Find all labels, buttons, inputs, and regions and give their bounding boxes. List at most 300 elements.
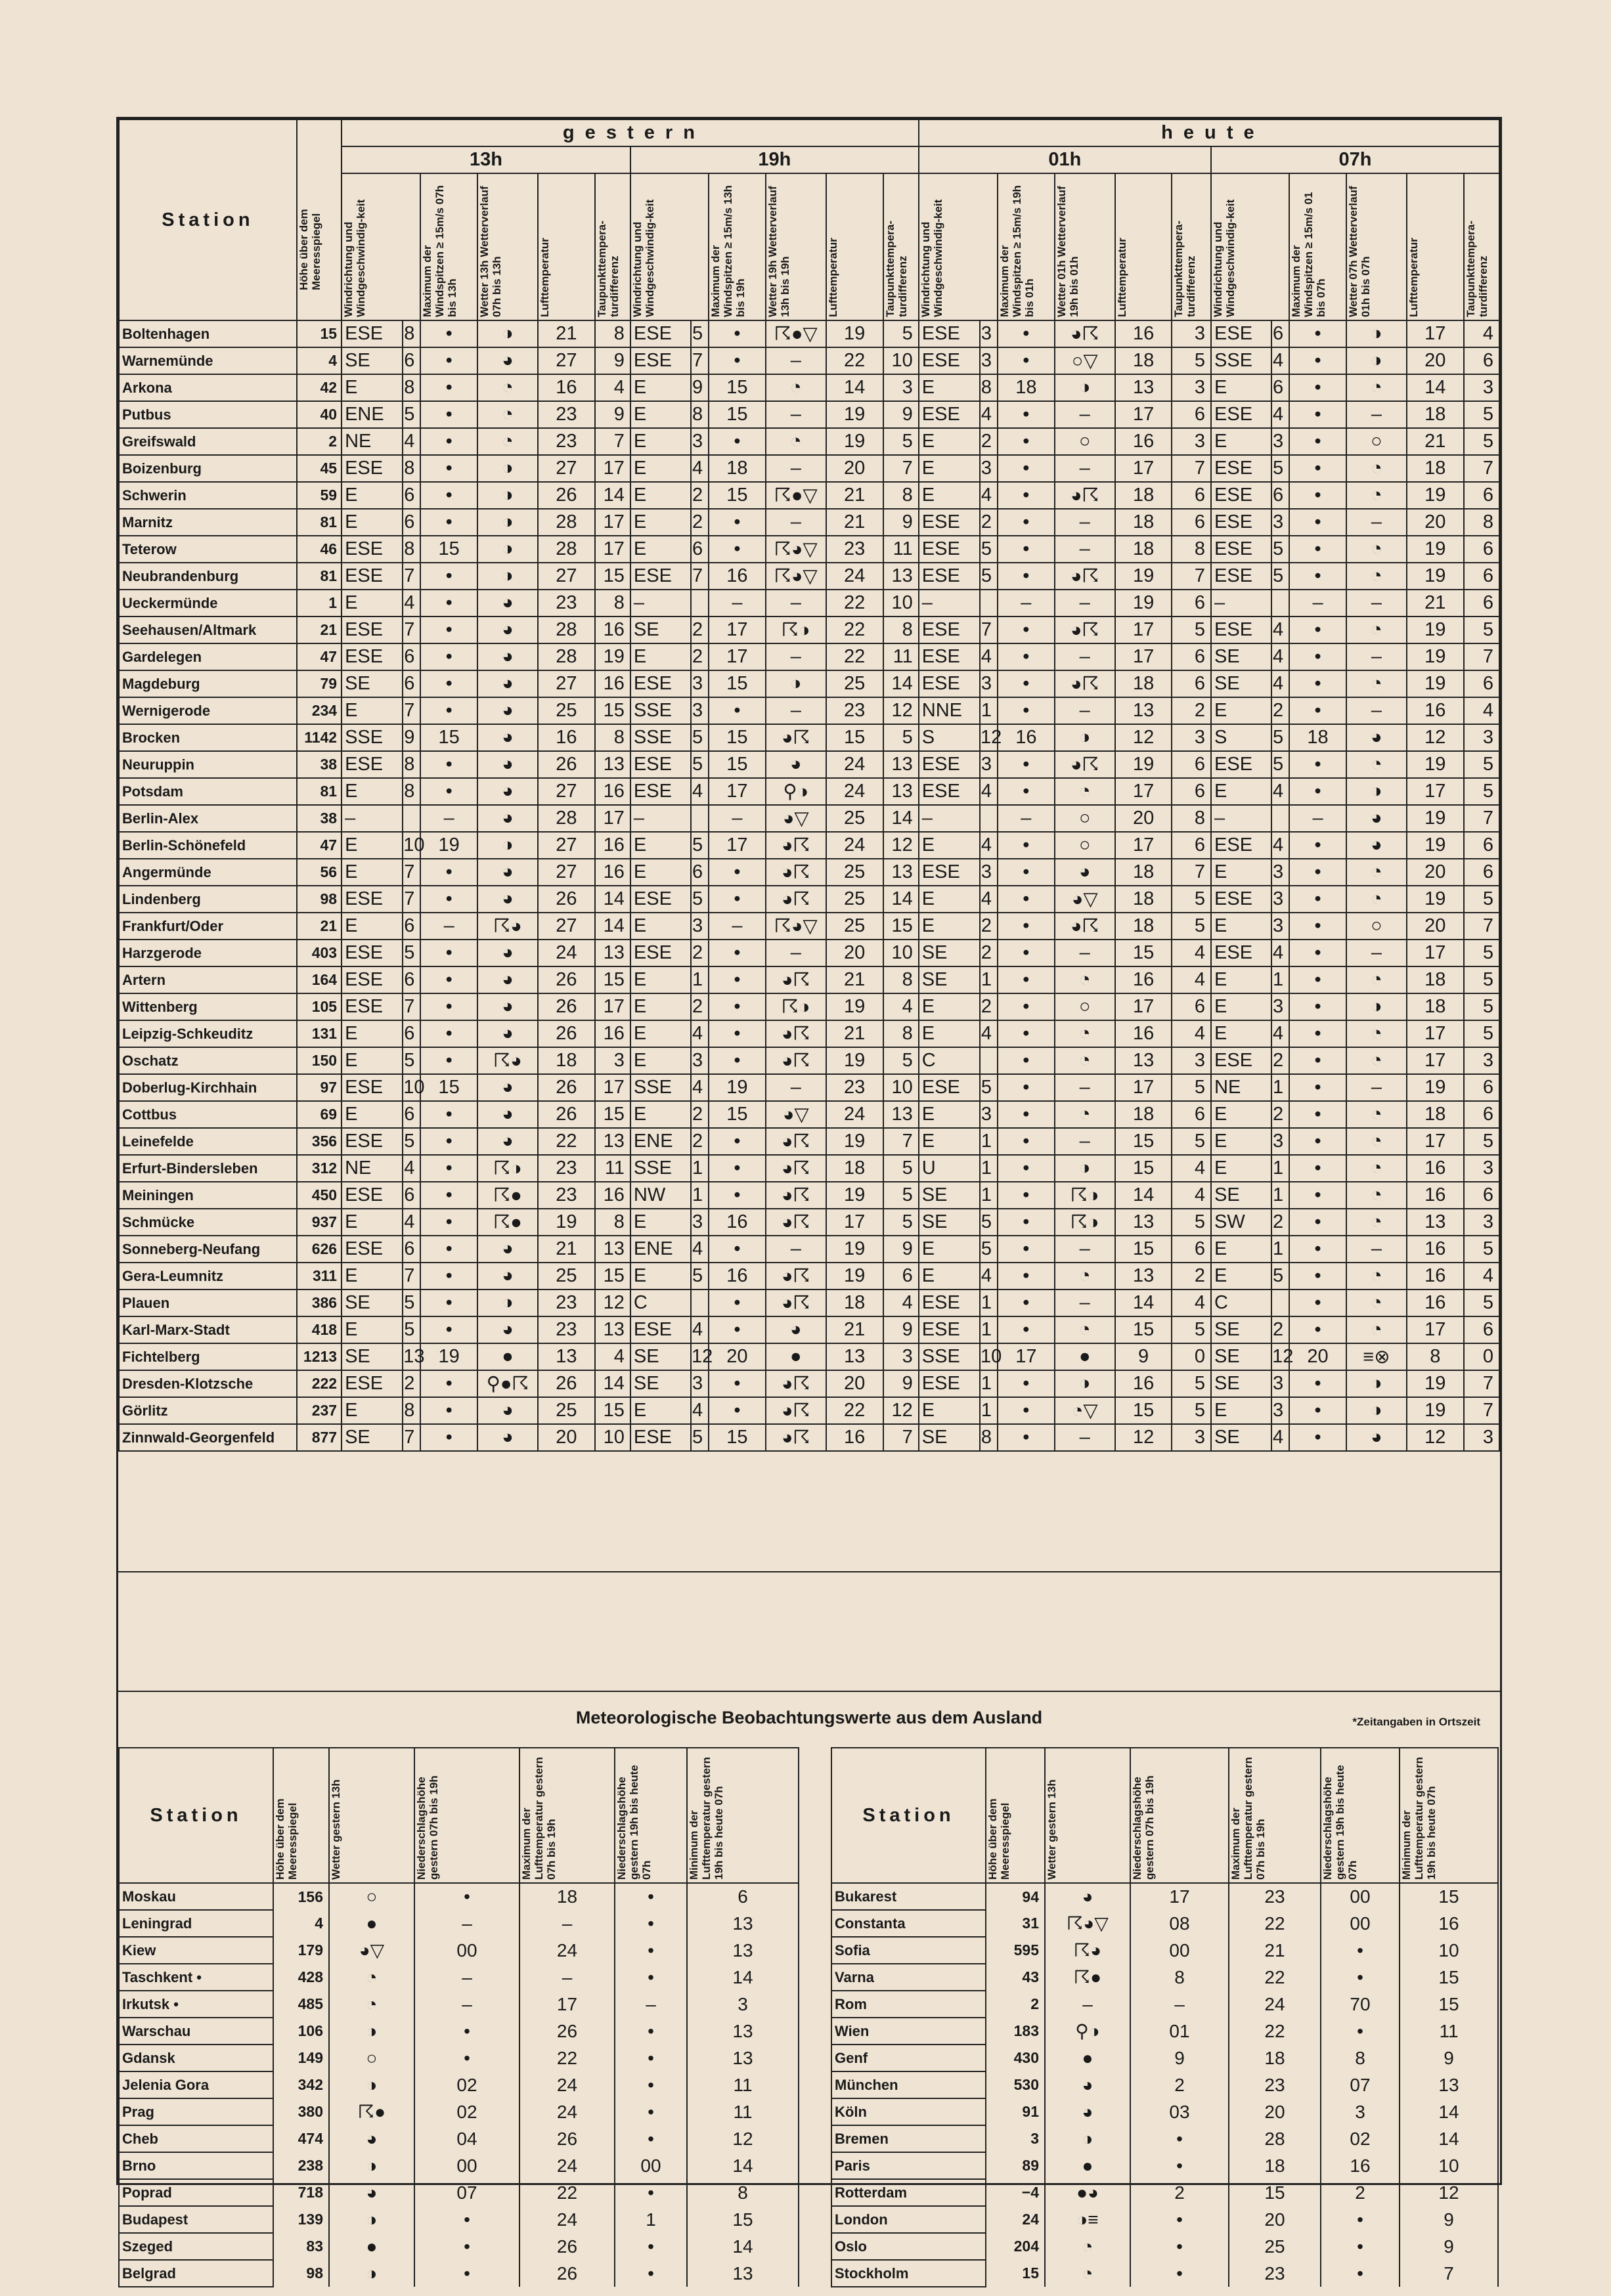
cell: 18 bbox=[1115, 886, 1172, 913]
cell: 28 bbox=[538, 617, 595, 643]
ausland-cell: 3 bbox=[986, 2125, 1045, 2152]
cell: 6 bbox=[1464, 1074, 1499, 1101]
cell: 6 bbox=[1464, 670, 1499, 697]
cell: ◕ bbox=[477, 724, 538, 751]
ausland-row bbox=[831, 2098, 1498, 2125]
cell: 4 bbox=[1172, 1020, 1211, 1047]
cell: 6 bbox=[1271, 374, 1289, 401]
station-name: Berlin-Alex bbox=[119, 805, 297, 832]
cell: 21 bbox=[538, 1236, 595, 1263]
cell: • bbox=[998, 966, 1055, 993]
ausland-row bbox=[119, 2152, 799, 2179]
col-max-19: Maximum der Windspitzen ≥ 15m/s 13h bis 19h bbox=[709, 173, 766, 320]
cell: 3 bbox=[1172, 724, 1211, 751]
cell: • bbox=[709, 1155, 766, 1182]
ausland-cell: 18 bbox=[519, 1883, 615, 1910]
cell: ESE bbox=[919, 320, 980, 347]
cell: 21 bbox=[826, 1316, 883, 1343]
cell: 12 bbox=[1407, 1424, 1464, 1451]
cell: 12 bbox=[883, 697, 919, 724]
cell: 4 bbox=[691, 778, 709, 805]
cell: ◕☈ bbox=[766, 1263, 826, 1289]
cell: ○ bbox=[1346, 428, 1407, 455]
cell: • bbox=[1289, 1263, 1346, 1289]
cell: ◑ bbox=[1346, 320, 1407, 347]
cell: 8 bbox=[403, 455, 420, 482]
cell: – bbox=[709, 913, 766, 940]
cell: ◔ bbox=[1346, 1047, 1407, 1074]
cell: 2 bbox=[980, 993, 998, 1020]
cell: 16 bbox=[538, 374, 595, 401]
cell: 21 bbox=[1407, 590, 1464, 617]
cell: 15 bbox=[1115, 1128, 1172, 1155]
cell: 16 bbox=[826, 1424, 883, 1451]
cell: ◔ bbox=[1055, 1263, 1115, 1289]
station-row bbox=[119, 751, 1499, 778]
cell: • bbox=[420, 347, 477, 374]
cell: – bbox=[1055, 940, 1115, 966]
station-row bbox=[119, 1209, 1499, 1236]
cell: 23 bbox=[538, 1289, 595, 1316]
cell: • bbox=[420, 1128, 477, 1155]
cell: 1 bbox=[980, 1128, 998, 1155]
cell: ☈●▽ bbox=[766, 482, 826, 509]
cell: E bbox=[630, 428, 691, 455]
station-row bbox=[119, 1263, 1499, 1289]
cell: 19 bbox=[1407, 805, 1464, 832]
cell: 3 bbox=[691, 1209, 709, 1236]
ausland-cell: 22 bbox=[1229, 2018, 1321, 2045]
cell: 4 bbox=[1271, 1020, 1289, 1047]
cell: • bbox=[1289, 1236, 1346, 1263]
cell: 0 bbox=[1464, 1343, 1499, 1370]
ausland-cell: ● bbox=[329, 1910, 414, 1937]
cell: ◕ bbox=[477, 886, 538, 913]
ausland-cell: 01 bbox=[1130, 2018, 1229, 2045]
cell: • bbox=[420, 590, 477, 617]
station-name: Fichtelberg bbox=[119, 1343, 297, 1370]
cell: 18 bbox=[1407, 401, 1464, 428]
cell: • bbox=[998, 1182, 1055, 1209]
cell: 5 bbox=[403, 1316, 420, 1343]
cell: • bbox=[998, 778, 1055, 805]
ausland-cell: ◑ bbox=[329, 2260, 414, 2287]
cell: • bbox=[420, 670, 477, 697]
ausland-station-name: London bbox=[831, 2206, 986, 2233]
cell: ESE bbox=[342, 536, 403, 563]
cell: ENE bbox=[342, 401, 403, 428]
ausland-cell: 24 bbox=[519, 2071, 615, 2098]
cell: 2 bbox=[691, 643, 709, 670]
cell: 15 bbox=[595, 1397, 630, 1424]
cell: 16 bbox=[595, 670, 630, 697]
cell: ◔ bbox=[1346, 1101, 1407, 1128]
ausland-col-min-right: Minimum der Lufttemperatur gestern 19h bis heute 07h bbox=[1400, 1748, 1498, 1883]
cell: 3 bbox=[1172, 320, 1211, 347]
cell: 7 bbox=[403, 1263, 420, 1289]
cell: SSE bbox=[630, 697, 691, 724]
cell: ◕ bbox=[477, 993, 538, 1020]
station-row bbox=[119, 940, 1499, 966]
ausland-cell: 83 bbox=[273, 2233, 329, 2260]
cell: 20 bbox=[1407, 347, 1464, 374]
cell: 4 bbox=[980, 401, 998, 428]
cell: 17 bbox=[998, 1343, 1055, 1370]
cell: 81 bbox=[297, 778, 342, 805]
cell: • bbox=[1289, 320, 1346, 347]
ausland-note: *Zeitangaben in Ortszeit bbox=[1352, 1716, 1480, 1728]
cell: • bbox=[1289, 1289, 1346, 1316]
cell: 21 bbox=[297, 617, 342, 643]
cell: • bbox=[998, 913, 1055, 940]
cell: 17 bbox=[595, 805, 630, 832]
ausland-cell: 2 bbox=[1130, 2179, 1229, 2206]
cell: 4 bbox=[1464, 1263, 1499, 1289]
cell: 17 bbox=[1407, 1020, 1464, 1047]
cell: 9 bbox=[691, 374, 709, 401]
cell: 19 bbox=[1407, 886, 1464, 913]
cell: ◕☈ bbox=[766, 1370, 826, 1397]
ausland-cell: • bbox=[1130, 2152, 1229, 2179]
cell: • bbox=[709, 859, 766, 886]
cell: ◕ bbox=[1346, 724, 1407, 751]
cell: 7 bbox=[403, 886, 420, 913]
cell: 13 bbox=[826, 1343, 883, 1370]
cell: 17 bbox=[1407, 1047, 1464, 1074]
cell: – bbox=[766, 697, 826, 724]
cell: 18 bbox=[709, 455, 766, 482]
cell bbox=[691, 805, 709, 832]
cell: ◑ bbox=[1055, 724, 1115, 751]
cell: SE bbox=[919, 940, 980, 966]
cell: • bbox=[420, 697, 477, 724]
cell: ESE bbox=[1211, 940, 1271, 966]
cell: 16 bbox=[1407, 1155, 1464, 1182]
cell: 18 bbox=[1289, 724, 1346, 751]
cell: • bbox=[1289, 428, 1346, 455]
cell: 5 bbox=[403, 1289, 420, 1316]
cell: 3 bbox=[691, 428, 709, 455]
cell: 14 bbox=[883, 886, 919, 913]
ausland-cell: • bbox=[615, 2260, 687, 2287]
cell: 4 bbox=[1271, 940, 1289, 966]
cell: 15 bbox=[1115, 1236, 1172, 1263]
cell: ◔▽ bbox=[1055, 1397, 1115, 1424]
ausland-cell: 13 bbox=[687, 2045, 799, 2071]
cell: 4 bbox=[1172, 1182, 1211, 1209]
cell: 17 bbox=[1115, 455, 1172, 482]
ausland-cell: 24 bbox=[986, 2206, 1045, 2233]
cell: ESE bbox=[919, 563, 980, 590]
cell: 4 bbox=[1172, 1289, 1211, 1316]
cell: SE bbox=[919, 1424, 980, 1451]
cell: 3 bbox=[980, 320, 998, 347]
cell: 21 bbox=[826, 1020, 883, 1047]
cell: • bbox=[998, 455, 1055, 482]
cell: SE bbox=[342, 1343, 403, 1370]
station-name: Berlin-Schönefeld bbox=[119, 832, 297, 859]
cell: 17 bbox=[1115, 401, 1172, 428]
cell: 4 bbox=[403, 590, 420, 617]
ausland-cell: 9 bbox=[1400, 2233, 1498, 2260]
ausland-cell: 17 bbox=[519, 1991, 615, 2018]
cell: ◔ bbox=[1346, 1020, 1407, 1047]
cell: • bbox=[420, 563, 477, 590]
cell: E bbox=[1211, 1397, 1271, 1424]
cell: 8 bbox=[595, 1209, 630, 1236]
cell: • bbox=[420, 428, 477, 455]
ausland-cell: ◑≡ bbox=[1045, 2206, 1130, 2233]
cell: • bbox=[420, 993, 477, 1020]
station-name: Plauen bbox=[119, 1289, 297, 1316]
cell: 6 bbox=[1464, 347, 1499, 374]
cell: 69 bbox=[297, 1101, 342, 1128]
cell: SSE bbox=[342, 724, 403, 751]
cell: SE bbox=[1211, 1424, 1271, 1451]
ausland-cell: • bbox=[414, 2233, 519, 2260]
ausland-cell: 26 bbox=[519, 2233, 615, 2260]
ausland-row bbox=[831, 2071, 1498, 2098]
cell: 2 bbox=[691, 940, 709, 966]
cell: 6 bbox=[403, 643, 420, 670]
cell: 19 bbox=[1407, 643, 1464, 670]
cell: ◔ bbox=[1346, 1316, 1407, 1343]
cell: 15 bbox=[420, 1074, 477, 1101]
ausland-row bbox=[119, 1910, 799, 1937]
cell: 17 bbox=[709, 778, 766, 805]
cell: ESE bbox=[1211, 320, 1271, 347]
cell: – bbox=[1346, 1074, 1407, 1101]
cell: 18 bbox=[826, 1289, 883, 1316]
ausland-cell: 12 bbox=[1400, 2179, 1498, 2206]
cell: 7 bbox=[1172, 859, 1211, 886]
cell: • bbox=[420, 617, 477, 643]
station-row bbox=[119, 724, 1499, 751]
cell: 8 bbox=[403, 751, 420, 778]
ausland-cell: 7 bbox=[1400, 2260, 1498, 2287]
ausland-col-wetter: Wetter gestern 13h bbox=[329, 1748, 414, 1883]
cell: ESE bbox=[1211, 563, 1271, 590]
station-name: Warnemünde bbox=[119, 347, 297, 374]
cell: 7 bbox=[980, 617, 998, 643]
cell: ESE bbox=[342, 1182, 403, 1209]
cell: 4 bbox=[1464, 320, 1499, 347]
cell: 16 bbox=[1115, 320, 1172, 347]
cell: E bbox=[342, 482, 403, 509]
ausland-cell: 13 bbox=[687, 1937, 799, 1964]
gestern-header: g e s t e r n bbox=[342, 119, 919, 146]
ausland-cell: 179 bbox=[273, 1937, 329, 1964]
cell: 47 bbox=[297, 832, 342, 859]
ausland-cell: 13 bbox=[1400, 2071, 1498, 2098]
ausland-cell: 16 bbox=[1400, 1910, 1498, 1937]
ausland-cell: 13 bbox=[687, 1910, 799, 1937]
cell: • bbox=[709, 940, 766, 966]
cell: 6 bbox=[1464, 536, 1499, 563]
ausland-cell: 595 bbox=[986, 1937, 1045, 1964]
station-name: Gardelegen bbox=[119, 643, 297, 670]
cell: ◔ bbox=[766, 428, 826, 455]
station-row bbox=[119, 374, 1499, 401]
cell: 10 bbox=[883, 347, 919, 374]
cell: 19 bbox=[1407, 617, 1464, 643]
cell: ◑ bbox=[477, 320, 538, 347]
ausland-cell: • bbox=[1321, 2206, 1400, 2233]
blank-band bbox=[118, 1571, 1500, 1692]
cell: – bbox=[766, 401, 826, 428]
ausland-station-name: Wien bbox=[831, 2018, 986, 2045]
station-name: Frankfurt/Oder bbox=[119, 913, 297, 940]
cell: • bbox=[998, 1424, 1055, 1451]
cell: 23 bbox=[538, 1155, 595, 1182]
ausland-cell: ◑ bbox=[1045, 2125, 1130, 2152]
ausland-cell: • bbox=[615, 2045, 687, 2071]
cell: 4 bbox=[691, 1074, 709, 1101]
cell: E bbox=[1211, 966, 1271, 993]
cell: U bbox=[919, 1155, 980, 1182]
cell: 18 bbox=[1115, 482, 1172, 509]
cell: 4 bbox=[980, 482, 998, 509]
ausland-cell: ◔ bbox=[329, 1991, 414, 2018]
cell: ◔ bbox=[477, 401, 538, 428]
cell: 3 bbox=[691, 1047, 709, 1074]
cell: – bbox=[1055, 1236, 1115, 1263]
cell: – bbox=[1055, 697, 1115, 724]
ausland-cell: ●◕ bbox=[1045, 2179, 1130, 2206]
cell: 5 bbox=[1464, 1289, 1499, 1316]
cell: ESE bbox=[1211, 482, 1271, 509]
cell: 105 bbox=[297, 993, 342, 1020]
ausland-cell: 15 bbox=[1229, 2179, 1321, 2206]
cell: ESE bbox=[342, 320, 403, 347]
cell: 23 bbox=[538, 428, 595, 455]
cell: SE bbox=[1211, 1343, 1271, 1370]
ausland-station-name: Sofia bbox=[831, 1937, 986, 1964]
ausland-cell: 24 bbox=[519, 2098, 615, 2125]
cell: 19 bbox=[826, 428, 883, 455]
cell: 5 bbox=[1172, 347, 1211, 374]
ausland-cell: 428 bbox=[273, 1964, 329, 1991]
cell: – bbox=[709, 805, 766, 832]
cell: 17 bbox=[1407, 1316, 1464, 1343]
cell: • bbox=[709, 886, 766, 913]
cell: 2 bbox=[297, 428, 342, 455]
cell: 5 bbox=[1172, 1397, 1211, 1424]
cell: ◔ bbox=[477, 374, 538, 401]
cell: • bbox=[420, 1424, 477, 1451]
ausland-cell: 106 bbox=[273, 2018, 329, 2045]
cell: 4 bbox=[980, 643, 998, 670]
ausland-row bbox=[119, 1991, 799, 2018]
ausland-cell: 14 bbox=[687, 2233, 799, 2260]
cell: 19 bbox=[538, 1209, 595, 1236]
cell: 3 bbox=[1271, 1128, 1289, 1155]
cell: 4 bbox=[883, 993, 919, 1020]
cell: • bbox=[998, 1370, 1055, 1397]
cell: 16 bbox=[538, 724, 595, 751]
cell: SSE bbox=[1211, 347, 1271, 374]
cell: ◔ bbox=[1346, 374, 1407, 401]
ausland-station-name: Warschau bbox=[119, 2018, 273, 2045]
ausland-row bbox=[831, 1937, 1498, 1964]
cell: 8 bbox=[1464, 509, 1499, 536]
cell: ● bbox=[477, 1343, 538, 1370]
ausland-cell: 2 bbox=[1130, 2071, 1229, 2098]
cell: 27 bbox=[538, 913, 595, 940]
ausland-cell: 204 bbox=[986, 2233, 1045, 2260]
cell: ☈◑ bbox=[1055, 1182, 1115, 1209]
cell: • bbox=[420, 1316, 477, 1343]
cell: ESE bbox=[342, 455, 403, 482]
station-name: Teterow bbox=[119, 536, 297, 563]
cell: 15 bbox=[420, 536, 477, 563]
cell: 12 bbox=[883, 832, 919, 859]
ausland-row bbox=[119, 2098, 799, 2125]
cell: • bbox=[1289, 1155, 1346, 1182]
cell: 14 bbox=[595, 886, 630, 913]
cell: 5 bbox=[980, 536, 998, 563]
cell: 7 bbox=[1172, 455, 1211, 482]
cell: 27 bbox=[538, 832, 595, 859]
cell: 5 bbox=[691, 320, 709, 347]
cell: 1 bbox=[980, 1155, 998, 1182]
ausland-cell: 430 bbox=[986, 2045, 1045, 2071]
cell: 23 bbox=[538, 1182, 595, 1209]
station-row bbox=[119, 401, 1499, 428]
cell: 22 bbox=[826, 347, 883, 374]
ausland-row bbox=[119, 1937, 799, 1964]
cell: ◕☈ bbox=[766, 859, 826, 886]
ausland-cell: 1 bbox=[615, 2206, 687, 2233]
cell: 8 bbox=[1407, 1343, 1464, 1370]
cell bbox=[1271, 805, 1289, 832]
cell: 18 bbox=[1115, 913, 1172, 940]
ausland-cell: 24 bbox=[1229, 1991, 1321, 2018]
ausland-station-name: Stockholm bbox=[831, 2260, 986, 2287]
ausland-row bbox=[831, 2152, 1498, 2179]
cell: 5 bbox=[691, 724, 709, 751]
cell: 4 bbox=[1172, 940, 1211, 966]
cell: 1 bbox=[980, 1289, 998, 1316]
cell: 2 bbox=[691, 1128, 709, 1155]
cell: 23 bbox=[538, 590, 595, 617]
cell: • bbox=[709, 1020, 766, 1047]
ausland-col-hoehe-right: Höhe über dem Meeresspiegel bbox=[986, 1748, 1045, 1883]
cell: • bbox=[420, 643, 477, 670]
ausland-cell: • bbox=[1321, 1937, 1400, 1964]
cell: E bbox=[630, 401, 691, 428]
cell: ◕ bbox=[477, 778, 538, 805]
ausland-cell: ◑ bbox=[329, 2152, 414, 2179]
cell: ☈◕ bbox=[477, 1047, 538, 1074]
ausland-row bbox=[831, 2125, 1498, 2152]
cell: 17 bbox=[1115, 617, 1172, 643]
cell: 1 bbox=[980, 1370, 998, 1397]
cell: 14 bbox=[595, 482, 630, 509]
cell: 1142 bbox=[297, 724, 342, 751]
cell: ◔ bbox=[1346, 670, 1407, 697]
cell: 2 bbox=[691, 993, 709, 1020]
cell: 450 bbox=[297, 1182, 342, 1209]
cell: 13 bbox=[1115, 697, 1172, 724]
cell: • bbox=[420, 482, 477, 509]
cell: NE bbox=[342, 428, 403, 455]
cell: 6 bbox=[1464, 832, 1499, 859]
cell: • bbox=[709, 697, 766, 724]
ausland-row bbox=[119, 2179, 799, 2206]
ausland-cell: 02 bbox=[1321, 2125, 1400, 2152]
cell: ◕ bbox=[1346, 805, 1407, 832]
